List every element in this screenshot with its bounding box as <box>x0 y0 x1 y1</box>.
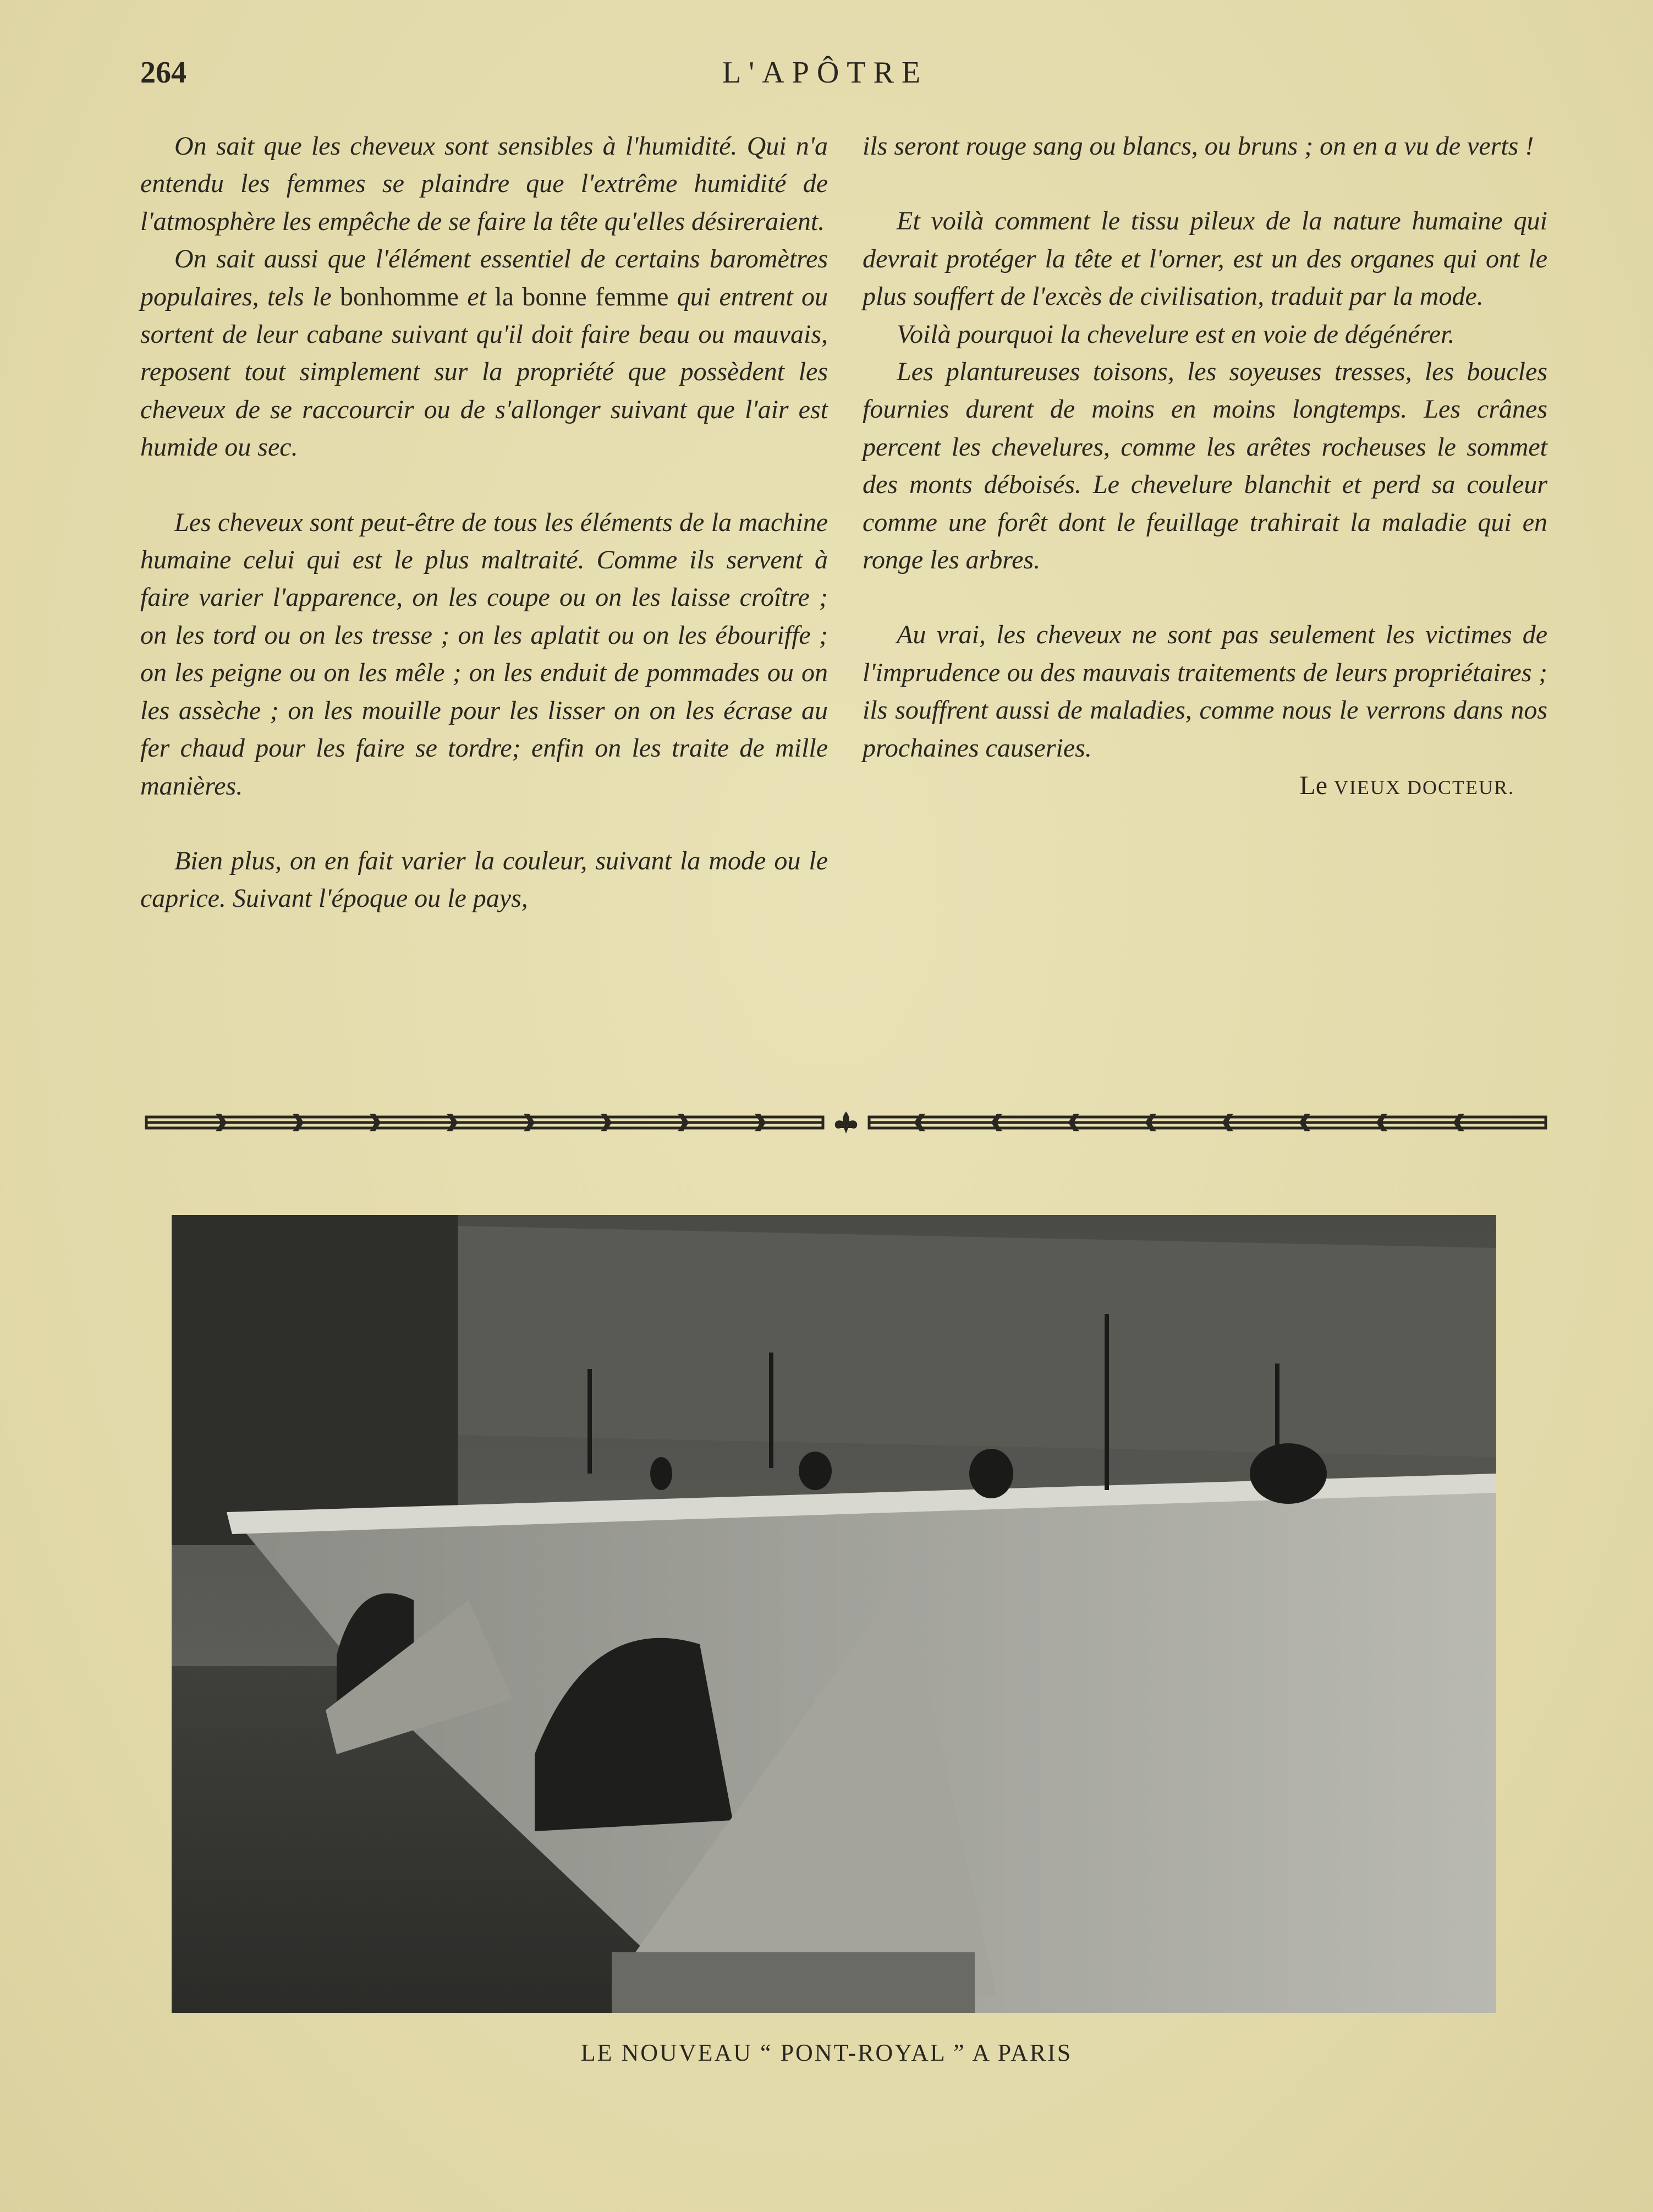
ornamental-divider <box>144 1110 1548 1135</box>
right-paragraph-2: Et voilà comment le tissu pileux de la nature humaine qui devrait protéger la tête et l'orner, est un des organes qui ont le plus souffert de l'excès de civilisation, traduit par la mode. <box>863 206 1547 311</box>
pont-royal-photo <box>172 1215 1496 2013</box>
left-building <box>172 1215 458 1545</box>
running-head-title: L'APÔTRE <box>722 56 929 90</box>
term-bonhomme: bonhomme <box>340 282 459 311</box>
author-signature <box>863 767 1547 806</box>
fleur-de-lis-icon <box>835 1112 857 1134</box>
signature-article: Le <box>1299 771 1328 801</box>
figure-caption: LE NOUVEAU “ PONT-ROYAL ” A PARIS <box>580 2039 1073 2066</box>
paragraph-2-part-e: qui entrent ou sortent de leur cabane suivant qu'il doit faire beau ou mauvais, reposent tout simplement sur la propriété que possèdent les cheveux de se raccourcir ou de s'allonger suivant que l'air est humide ou sec. <box>140 282 828 462</box>
left-paragraph-2 <box>140 240 828 466</box>
right-paragraph-4: Les plantureuses toisons, les soyeuses tresses, les boucles fournies durent de moins en moins longtemps. Les crânes percent les chevelures, comme les arêtes rocheuses le sommet des monts déboisés. Le chevelure blanchit et perd sa couleur comme une forêt dont le feuillage trahirait la maladie qui en ronge les arbres. <box>863 357 1547 575</box>
bridge-photograph <box>172 1215 1496 2013</box>
left-paragraph-4: Bien plus, on en fait varier la couleur, suivant la mode ou le caprice. Suivant l'époque ou le pays, <box>140 846 828 913</box>
right-paragraph-1: ils seront rouge sang ou blancs, ou bruns ; on en a vu de verts ! <box>863 132 1534 161</box>
pier-base <box>612 1952 975 2013</box>
term-la-bonne-femme: la bonne femme <box>495 282 669 311</box>
signature-name: VIEUX DOCTEUR. <box>1334 776 1514 799</box>
right-paragraph-3: Voilà pourquoi la chevelure est en voie de dégénérer. <box>897 319 1455 349</box>
far-quay-wall <box>458 1226 1496 1457</box>
right-column <box>863 128 1547 806</box>
right-paragraph-5: Au vrai, les cheveux ne sont pas seulement les victimes de l'imprudence ou des mauvais traitements de leurs propriétaires ; ils souffrent aussi de maladies, comme nous le verrons dans nos prochaines causeries. <box>863 620 1547 763</box>
left-paragraph-1: On sait que les cheveux sont sensibles à l'humidité. Qui n'a entendu les femmes se plaindre que l'extrême humidité de l'atmosphère les empêche de se faire la tête qu'elles désireraient. <box>140 132 828 236</box>
paragraph-2-part-c: et <box>467 282 487 311</box>
left-paragraph-3: Les cheveux sont peut-être de tous les éléments de la machine humaine celui qui est le plus maltraité. Comme ils servent à faire varier l'apparence, on les coupe ou on les laisse croître ; on les tord ou on les tresse ; on les aplatit ou on les ébouriffe ; on les peigne ou on les mêle ; on les enduit de pommades ou on les assèche ; on les mouille pour les lisser on on les écrase au fer chaud pour les faire se tordre; enfin on les traite de mille manières. <box>140 507 828 801</box>
left-column <box>140 128 828 918</box>
page-number: 264 <box>140 56 186 90</box>
paragraph-2-part-a: On sait aussi que l'élément essentiel de certains baromètres populaires, tels le <box>140 244 828 311</box>
